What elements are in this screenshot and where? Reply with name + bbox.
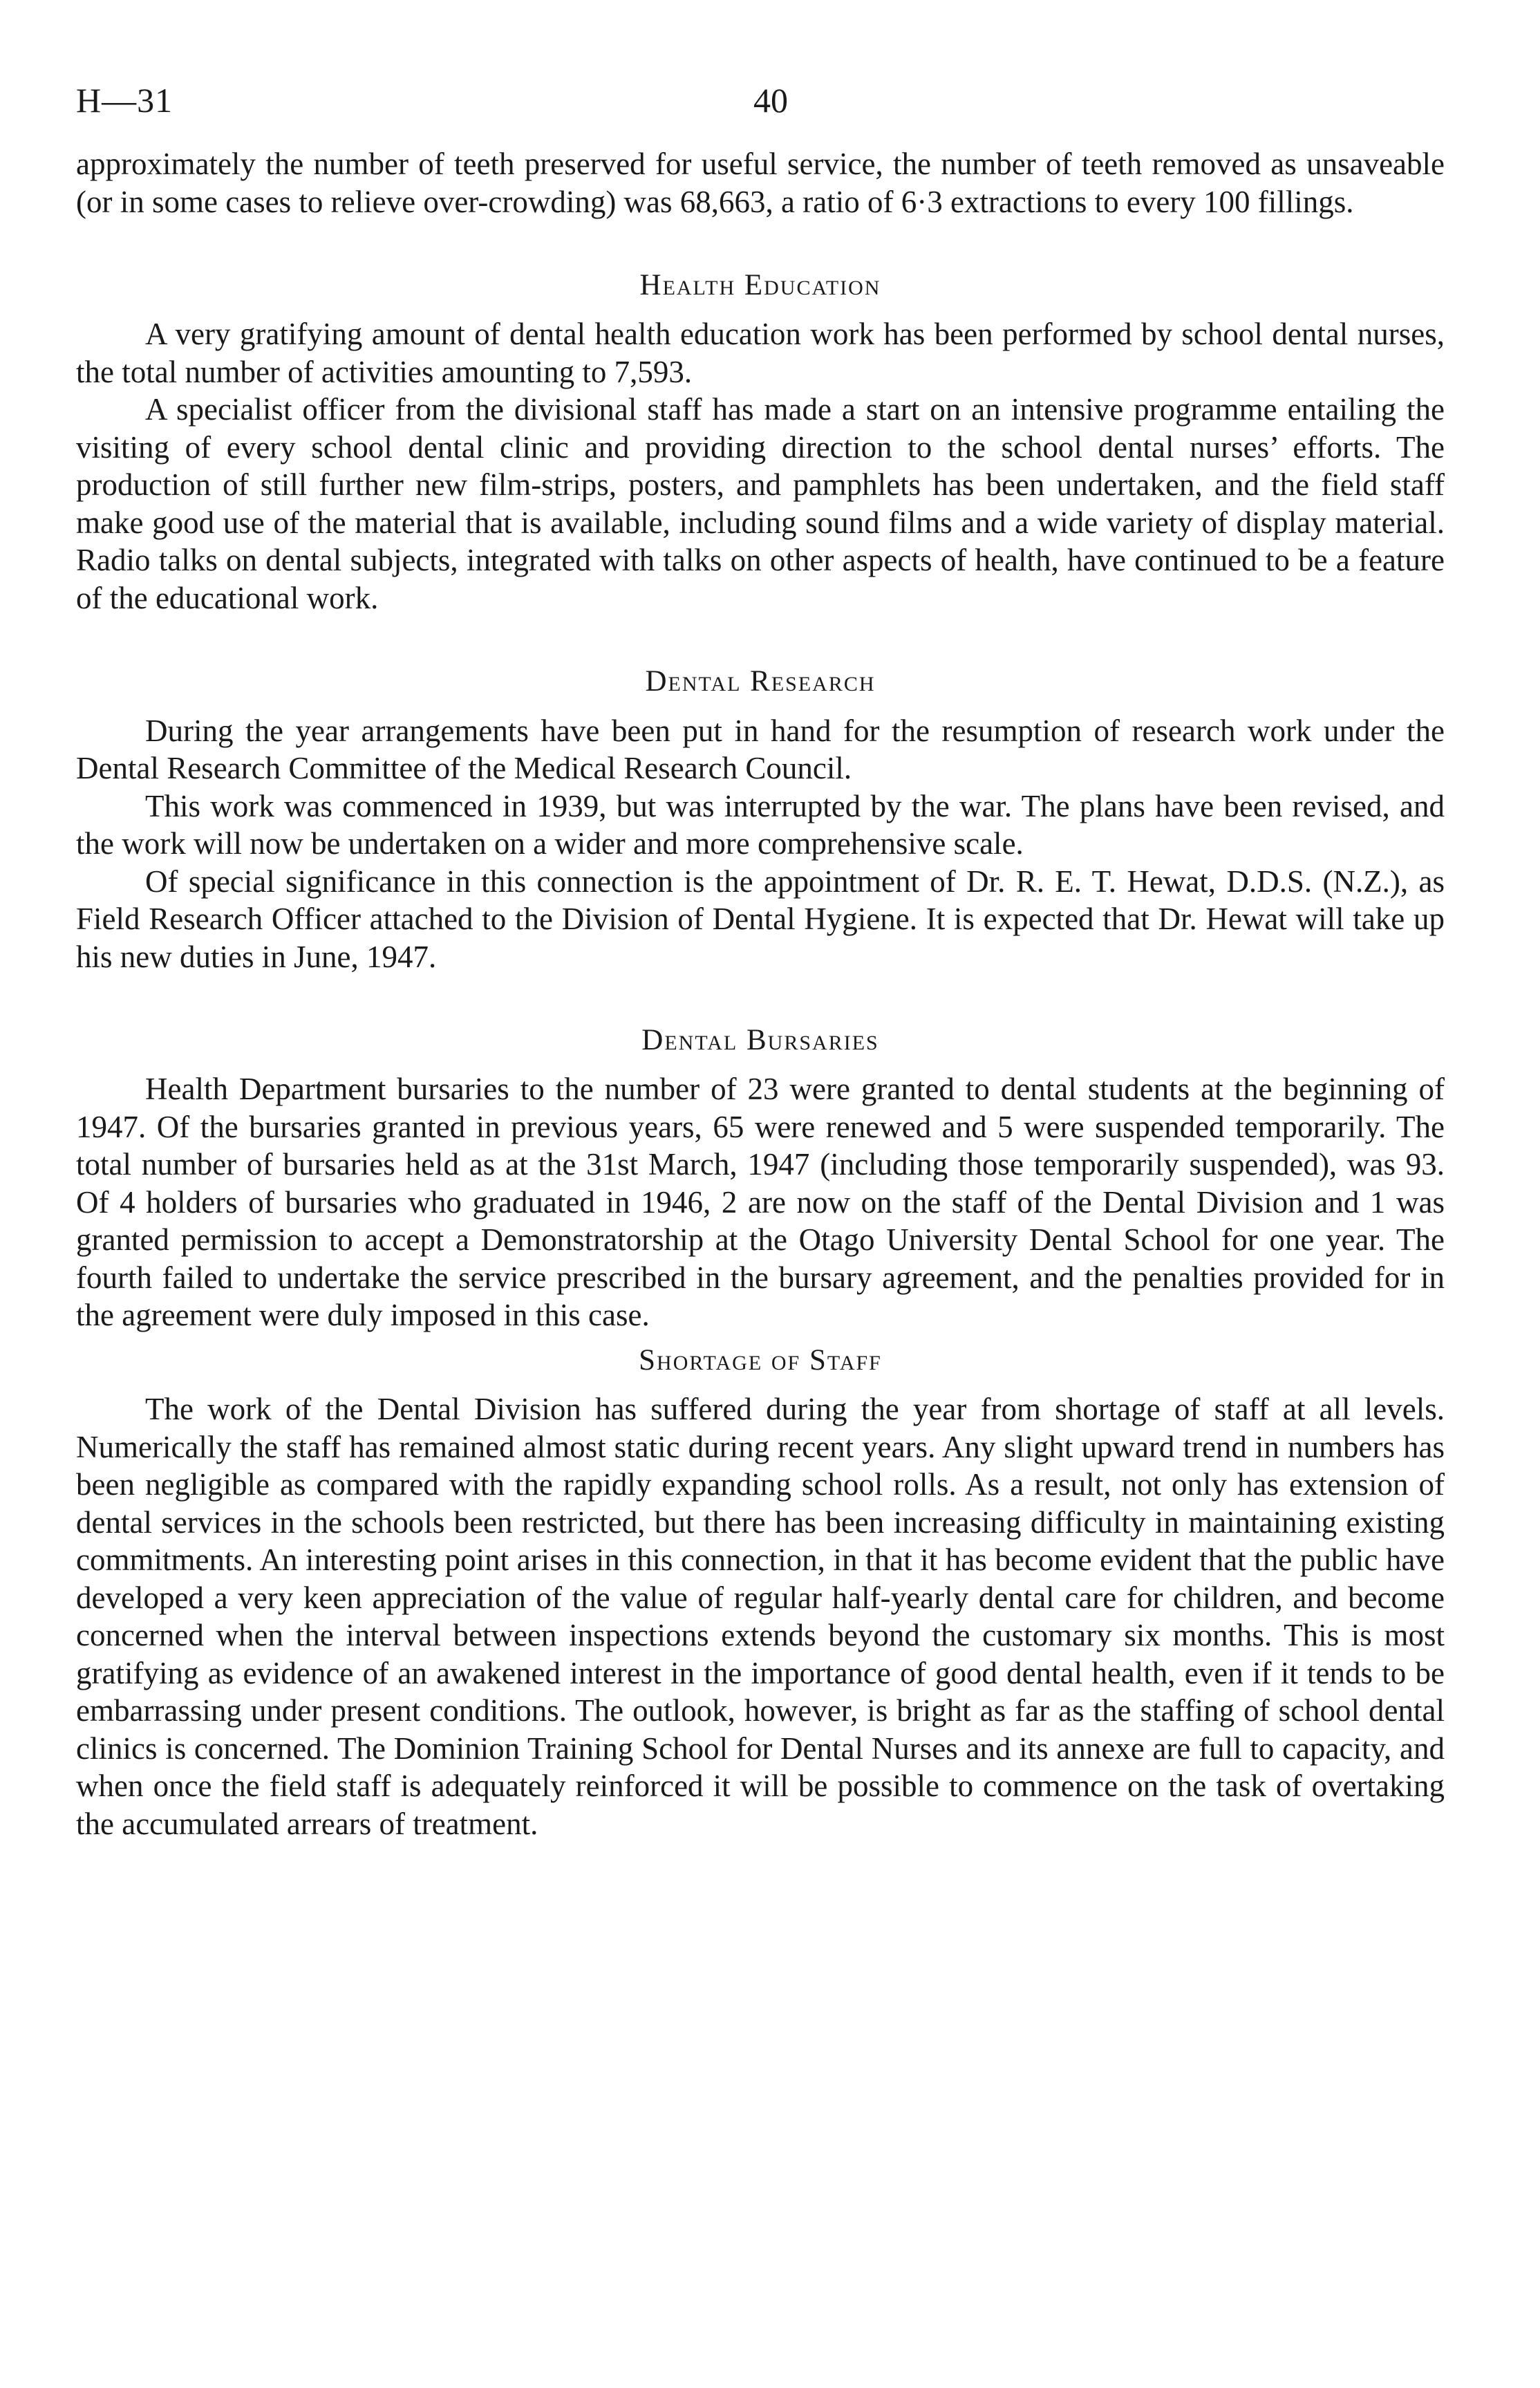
document-reference: H—31 (76, 81, 173, 120)
section-health-education (76, 269, 1445, 617)
paragraph: Health Department bursaries to the number of 23 were granted to dental students at the beginning of 1947. Of the bursaries granted in previous years, 65 were renewed and 5 were suspended temporarily. The total number of bursaries held as at the 31st March, 1947 (including those temporarily suspended), was 93. Of 4 holders of bursaries who graduated in 1946, 2 are now on the staff of the Dental Division and 1 was granted permission to accept a Demonstratorship at the Otago University Dental School for one year. The fourth failed to undertake the service prescribed in the bursary agreement, and the penalties provided for in the agreement were duly imposed in this case. (76, 1072, 1445, 1333)
paragraph: approximately the number of teeth preserved for useful service, the number of teeth removed as unsaveable (or in some cases to relieve over-crowding) was 68,663, a ratio of 6·3 extractions to every 100 fillings. (76, 147, 1445, 219)
document-body (76, 145, 1445, 1843)
document-page (76, 83, 1445, 1843)
section-dental-research (76, 665, 1445, 976)
section-heading: Shortage of Staff (639, 1343, 882, 1377)
paragraph: Of special significance in this connection is the appointment of Dr. R. E. T. Hewat, D.D.S. (N.Z.), as Field Research Officer attached to the Division of Dental Hygiene. It is expected that Dr. Hewat will take up his new duties in June, 1947. (76, 864, 1445, 974)
section-heading: Dental Research (645, 665, 876, 698)
paragraph: The work of the Dental Division has suffered during the year from shortage of staff at all levels. Numerically the staff has remained almost static during recent years. Any slight upward trend in numbers has been negligible as compared with the rapidly expanding school rolls. As a result, not only has extension of dental services in the schools been restricted, but there has been increasing difficulty in maintaining existing commitments. An interesting point arises in this connection, in that it has become evident that the public have developed a very keen appreciation of the value of regular half-yearly dental care for children, and become concerned when the interval between inspections extends beyond the customary six months. This is most gratifying as evidence of an awakened interest in the importance of good dental health, even if it tends to be embarrassing under present conditions. The outlook, however, is bright as far as the staffing of school dental clinics is concerned. The Dominion Training School for Dental Nurses and its annexe are full to capacity, and when once the field staff is adequately reinforced it will be possible to commence on the task of overtaking the accumulated arrears of treatment. (76, 1392, 1445, 1841)
paragraph: This work was commenced in 1939, but was interrupted by the war. The plans have been revised, and the work will now be undertaken on a wider and more comprehensive scale. (76, 788, 1445, 861)
paragraph: A specialist officer from the divisional staff has made a start on an intensive programme entailing the visiting of every school dental clinic and providing direction to the school dental nurses’ efforts. The production of still further new film-strips, posters, and pamphlets has been undertaken, and the field staff make good use of the material that is available, including sound films and a wide variety of display material. Radio talks on dental subjects, integrated with talks on other aspects of health, have continued to be a feature of the educational work. (76, 392, 1445, 615)
section-dental-bursaries (76, 1024, 1445, 1334)
paragraph: During the year arrangements have been put in hand for the resumption of research work under the Dental Research Committee of the Medical Research Council. (76, 713, 1445, 786)
section-intro (76, 145, 1445, 221)
page-header (76, 83, 1445, 145)
section-shortage-of-staff (76, 1344, 1445, 1843)
section-heading: Health Education (639, 269, 881, 301)
paragraph: A very gratifying amount of dental health education work has been performed by school dental nurses, the total number of activities amounting to 7,593. (76, 317, 1445, 389)
page-number: 40 (753, 81, 788, 120)
section-heading: Dental Bursaries (641, 1024, 879, 1057)
